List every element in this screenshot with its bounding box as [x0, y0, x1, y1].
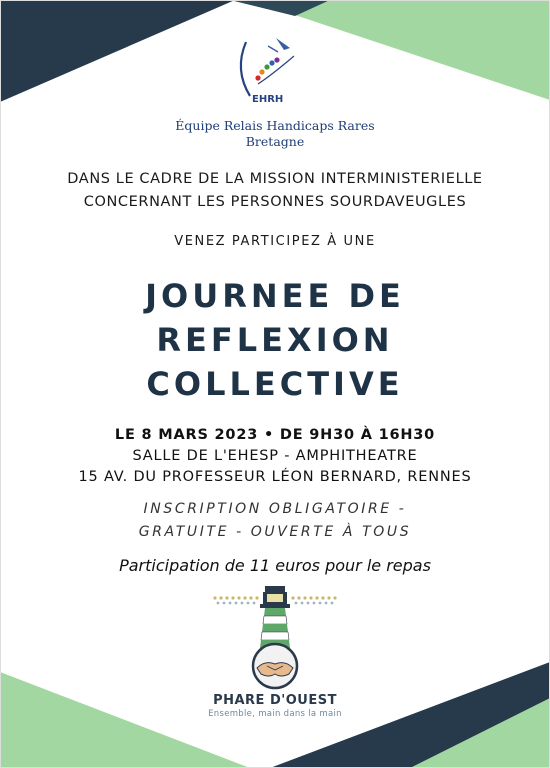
- phare-logo-name: PHARE D'OUEST: [213, 693, 337, 708]
- context-line-2: CONCERNANT LES PERSONNES SOURDAVEUGLES: [83, 194, 467, 210]
- org-region: Bretagne: [245, 134, 305, 149]
- meal-participation: Participation de 11 euros pour le repas: [119, 556, 431, 575]
- top-left-dark-band: [0, 0, 235, 102]
- event-date: LE 8 MARS 2023 • DE 9H30 À 16H30: [114, 427, 436, 443]
- inscription-line-2: GRATUITE - OUVERTE À TOUS: [138, 524, 412, 540]
- context-line-1: DANS LE CADRE DE LA MISSION INTERMINISTERIELLE: [67, 171, 483, 187]
- title-line-3: COLLECTIVE: [146, 365, 404, 403]
- org-name: Équipe Relais Handicaps Rares: [175, 118, 375, 133]
- event-venue-address: 15 AV. DU PROFESSEUR LÉON BERNARD, RENNES: [78, 469, 472, 485]
- inscription-line-1: INSCRIPTION OBLIGATOIRE -: [143, 501, 407, 517]
- ehrh-logo-icon: [228, 30, 324, 116]
- title-line-1: JOURNEE DE: [145, 277, 405, 315]
- title-line-2: REFLEXION: [156, 321, 394, 359]
- event-venue-room: SALLE DE L'EHESP - AMPHITHEATRE: [132, 448, 418, 464]
- phare-logo-tagline: Ensemble, main dans la main: [208, 709, 342, 719]
- invite-line: VENEZ PARTICIPEZ À UNE: [174, 234, 376, 249]
- ehrh-logo-text: EHRH: [252, 94, 284, 105]
- lighthouse-logo-icon: [205, 582, 345, 692]
